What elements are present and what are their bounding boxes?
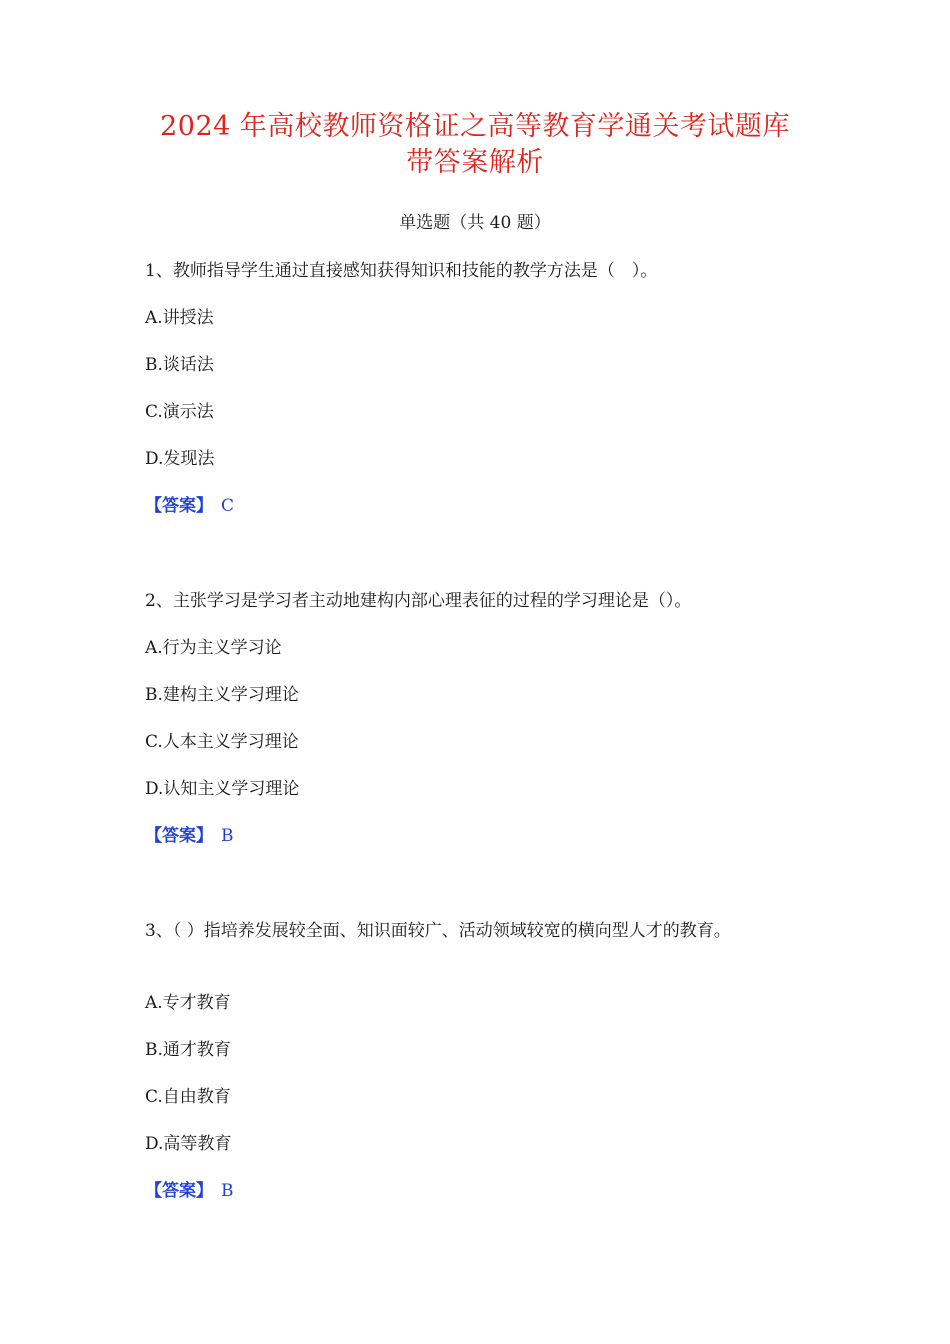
answer-label: 【答案】 (145, 826, 213, 846)
question-2-option-c: C.人本主义学习理论 (145, 732, 299, 752)
question-2-answer (145, 823, 234, 849)
question-1-option-d: D.发现法 (145, 449, 215, 469)
question-3-answer (145, 1178, 234, 1204)
answer-label: 【答案】 (145, 1181, 213, 1201)
question-1-option-c: C.演示法 (145, 402, 214, 422)
question-3-option-b: B.通才教育 (145, 1040, 231, 1060)
question-1-option-a: A.讲授法 (145, 308, 214, 328)
document-title-line-2: 带答案解析 (406, 147, 544, 178)
question-2-option-a: A.行为主义学习论 (145, 638, 282, 658)
question-3-option-c: C.自由教育 (145, 1087, 231, 1107)
question-1-option-b: B.谈话法 (145, 355, 214, 375)
question-2-option-b: B.建构主义学习理论 (145, 685, 299, 705)
answer-label: 【答案】 (145, 496, 213, 516)
question-3-option-a: A.专才教育 (145, 993, 231, 1013)
question-3-stem: 3、（ ）指培养发展较全面、知识面较广、活动领域较宽的横向型人才的教育。 (145, 921, 731, 941)
question-1-answer (145, 493, 234, 519)
document-title-line-1: 2024 年高校教师资格证之高等教育学通关考试题库 (160, 111, 790, 142)
question-2-stem: 2、主张学习是学习者主动地建构内部心理表征的过程的学习理论是（）。 (145, 591, 692, 611)
question-1-stem: 1、教师指导学生通过直接感知获得知识和技能的教学方法是（ ）。 (145, 261, 658, 281)
section-heading: 单选题（共 40 题） (399, 213, 551, 233)
answer-value: B (221, 826, 234, 846)
answer-value: B (221, 1181, 234, 1201)
question-3-option-d: D.高等教育 (145, 1134, 232, 1154)
answer-value: C (221, 496, 235, 516)
question-2-option-d: D.认知主义学习理论 (145, 779, 300, 799)
